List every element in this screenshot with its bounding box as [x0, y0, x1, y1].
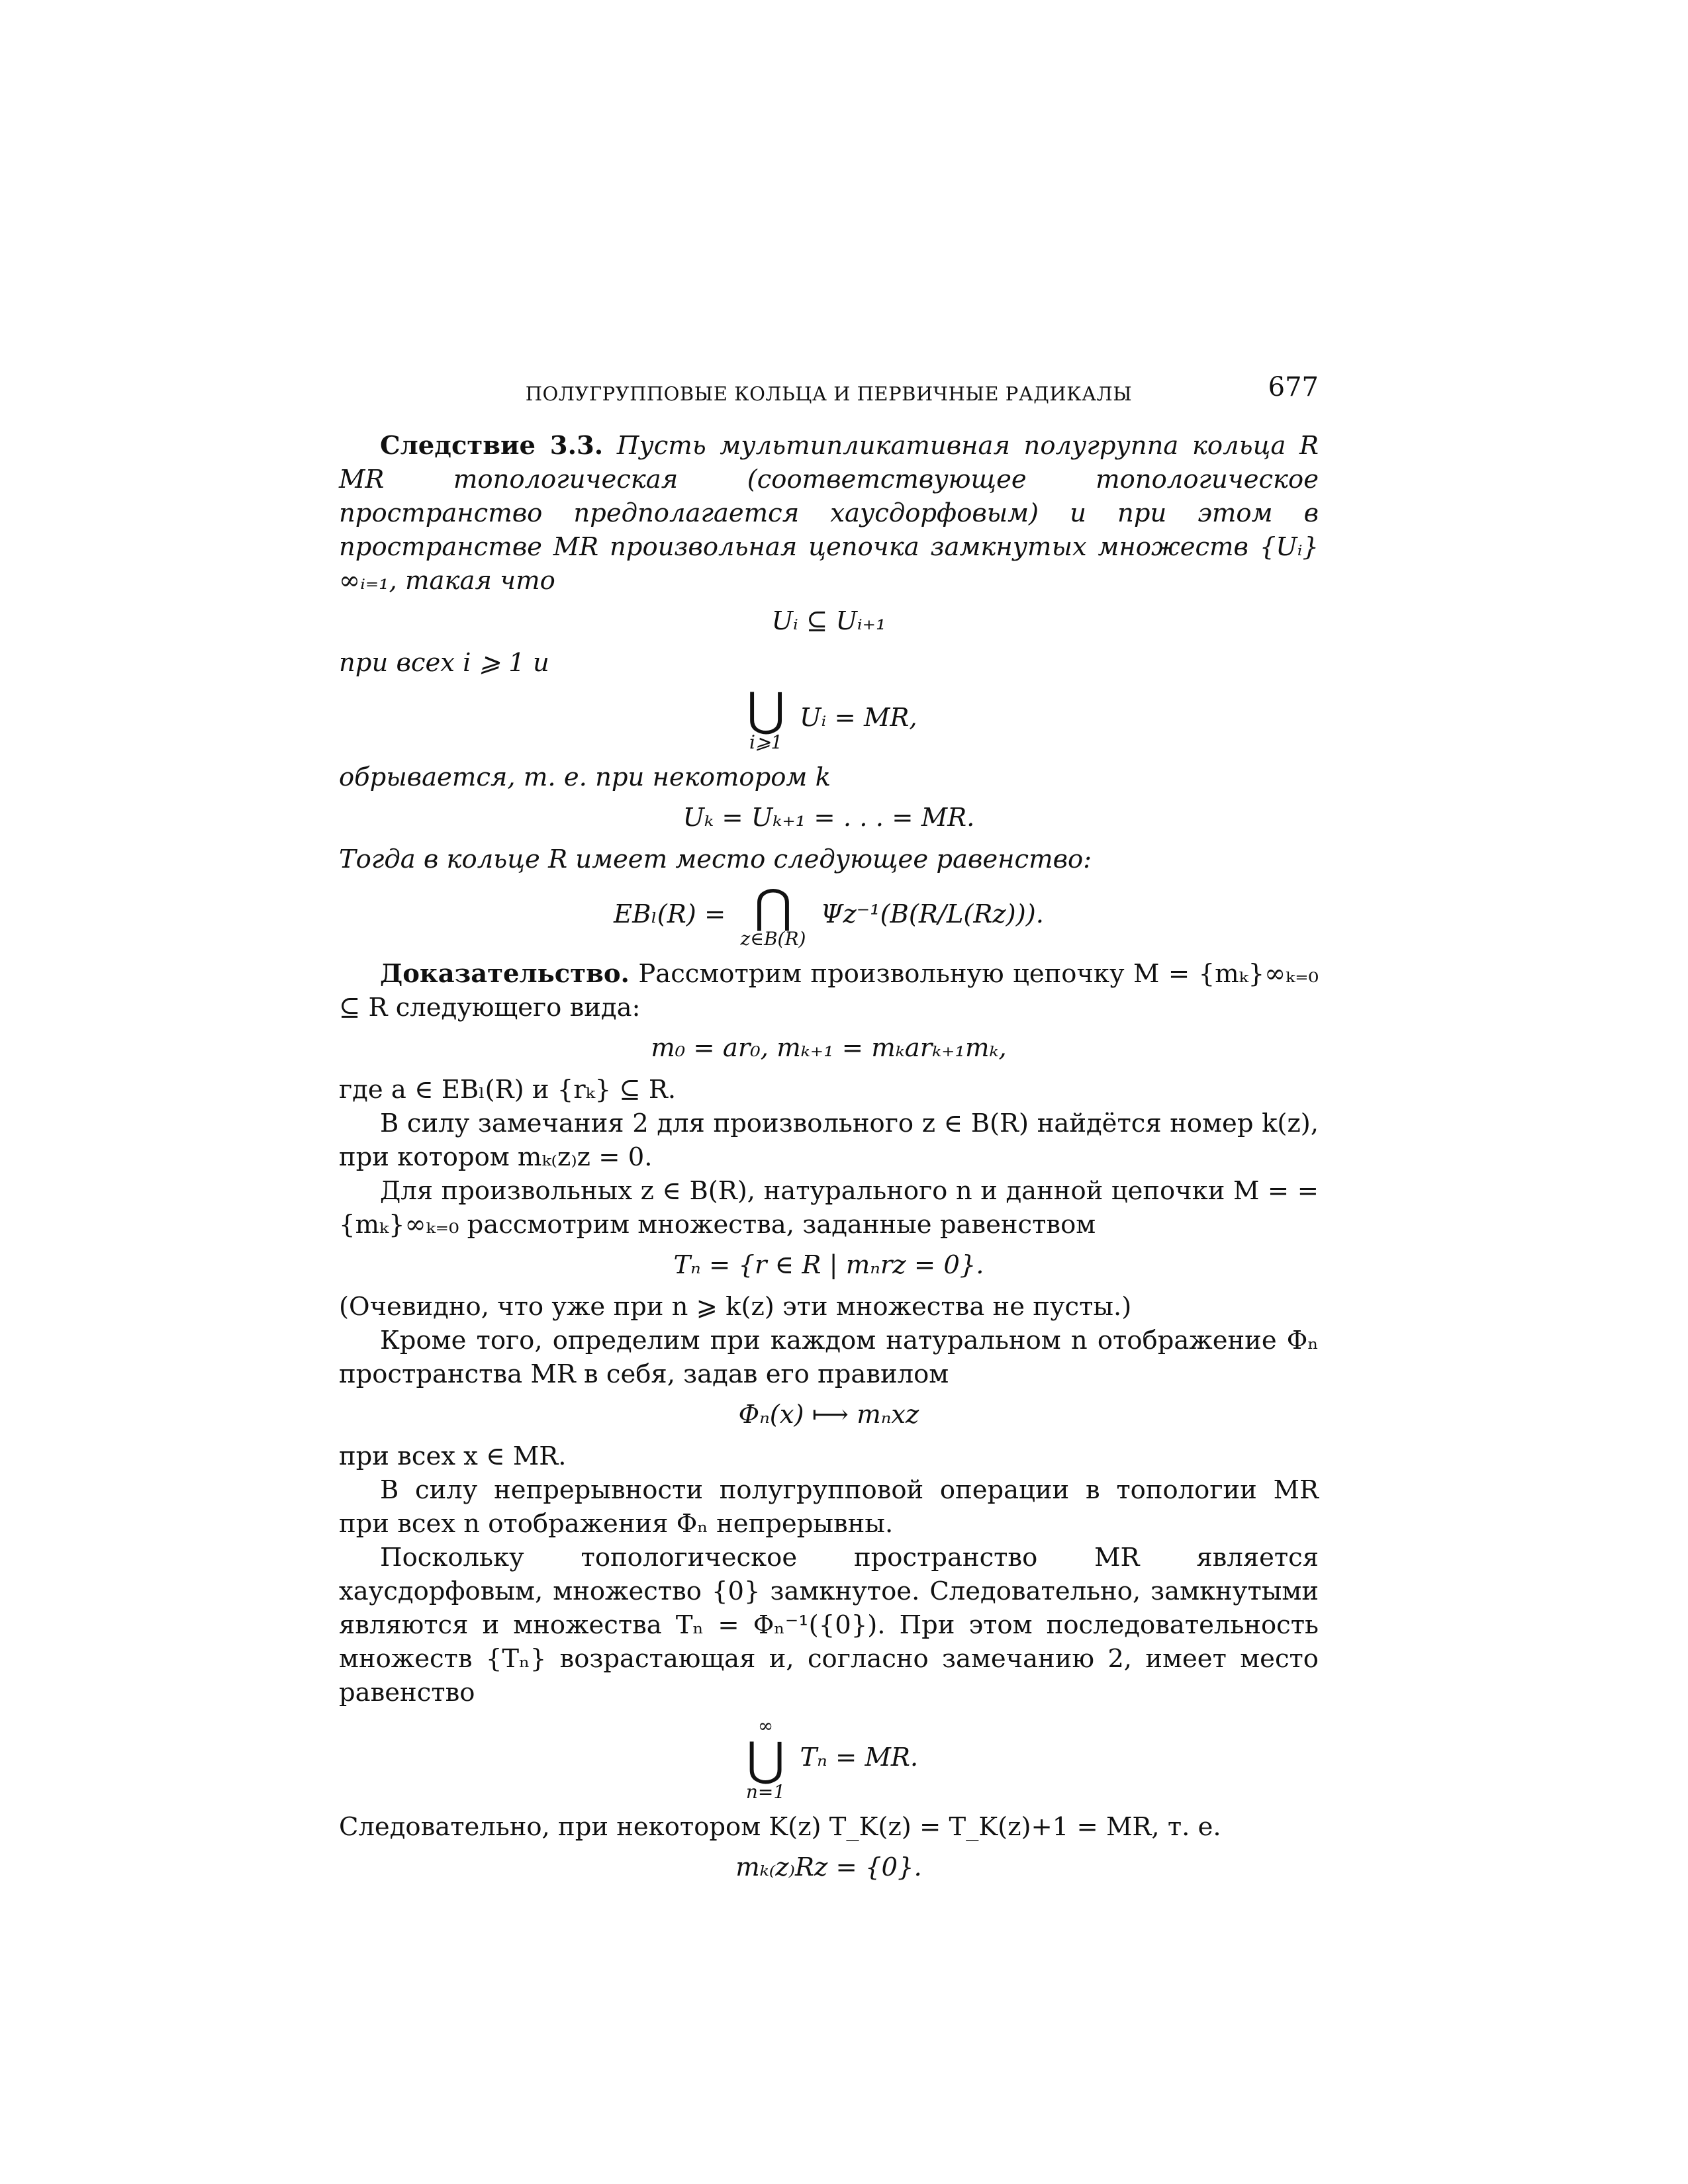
proof-paragraph-6: Кроме того, определим при каждом натуральном n отображение Φₙ пространства MR в себя, задав его правилом [339, 1326, 1319, 1389]
proof-paragraph-3: В силу замечания 2 для произвольного z ∈ B(R) найдётся номер k(z), при котором mₖ₍z₎z = 0. [339, 1109, 1319, 1172]
proof-paragraph-4: Для произвольных z ∈ B(R), натурального n и данной цепочки M = = {mₖ}∞ₖ₌₀ рассмотрим множества, заданные равенством [339, 1176, 1319, 1240]
proof-paragraph-10: Следовательно, при некотором K(z) T_K(z) = T_K(z)+1 = MR, т. е. [339, 1812, 1221, 1842]
corollary-text-2: при всех i ⩾ 1 и [339, 648, 549, 678]
proof-paragraph-7: при всех x ∈ MR. [339, 1441, 567, 1471]
formula-phi [339, 1398, 1319, 1432]
corollary-title: Следствие 3.3. [380, 431, 604, 461]
page-header [339, 371, 1319, 409]
formula-chain-inclusion [339, 604, 1319, 638]
proof-text-1: Рассмотрим произвольную цепочку M = {mₖ}∞ₖ₌₀ ⊆ R следующего вида: [339, 959, 1319, 1023]
union-tn-symbol: ⋃ [746, 1732, 785, 1786]
proof-paragraph-2: где a ∈ EBₗ(R) и {rₖ} ⊆ R. [339, 1075, 677, 1105]
intersection-symbol: ⋂ [754, 879, 792, 933]
formula-ebl [339, 879, 1319, 950]
union-tn-operator [746, 1716, 785, 1802]
union-tn-lower-limit: n=1 [745, 1781, 786, 1803]
formula-final [339, 1850, 1319, 1884]
formula-union-tn [339, 1716, 1319, 1802]
formula-inclusion-text: Uᵢ ⊆ Uᵢ₊₁ [771, 606, 886, 636]
union-limit: i⩾1 [749, 731, 783, 753]
final-text: mₖ₍z₎Rz = {0}. [735, 1852, 922, 1882]
running-title: ПОЛУГРУППОВЫЕ КОЛЬЦА И ПЕРВИЧНЫЕ РАДИКАЛЫ [525, 383, 1133, 405]
union-symbol: ⋃ [747, 682, 785, 737]
proof-paragraph-1 [339, 957, 1319, 1024]
page-number: 677 [1268, 372, 1319, 402]
ebl-right: Ψz⁻¹(B(R/L(Rz))). [820, 899, 1044, 929]
intersection-operator [740, 879, 806, 950]
corollary-text-4: Тогда в кольце R имеет место следующее равенство: [339, 844, 1092, 874]
formula-tn [339, 1248, 1319, 1282]
tn-text: Tₙ = {r ∈ R | mₙrz = 0}. [673, 1250, 984, 1280]
formula-union-u [339, 682, 1319, 753]
formula-chain [339, 1031, 1319, 1065]
ebl-left: EBₗ(R) = [613, 899, 726, 929]
corollary-paragraph [339, 429, 1319, 598]
formula-stabilization [339, 801, 1319, 835]
corollary-text-3: обрывается, т. е. при некотором k [339, 762, 831, 792]
proof-paragraph-5: (Очевидно, что уже при n ⩾ k(z) эти множества не пусты.) [339, 1292, 1132, 1322]
union-tn-body: Tₙ = MR. [800, 1743, 919, 1772]
phi-text: Φₙ(x) ⟼ mₙxz [738, 1400, 919, 1430]
intersection-limit: z∈B(R) [740, 928, 806, 950]
union-tn-upper-limit: ∞ [757, 1715, 774, 1737]
stabilization-text: Uₖ = Uₖ₊₁ = . . . = MR. [682, 803, 975, 833]
chain-text: m₀ = ar₀, mₖ₊₁ = mₖarₖ₊₁mₖ, [651, 1033, 1007, 1063]
proof-paragraph-8: В силу непрерывности полугрупповой операции в топологии MR при всех n отображения Φₙ непрерывны. [339, 1475, 1319, 1539]
corollary-text: Пусть мультипликативная полугруппа кольца R MR топологическая (соответствующее топологическое пространство предполагается хаусдорфовым) и при этом в пространстве MR произвольная цепочка замкнутых множеств {Uᵢ}∞ᵢ₌₁, такая что [339, 431, 1319, 596]
union-operator [747, 682, 785, 753]
union-body: Uᵢ = MR, [800, 703, 917, 733]
proof-paragraph-9: Поскольку топологическое пространство MR является хаусдорфовым, множество {0} замкнутое. Следовательно, замкнутыми являются и множества Tₙ = Φₙ⁻¹({0}). При этом последовательность множеств {Tₙ} возрастающая и, согласно замечанию 2, имеет место равенство [339, 1543, 1319, 1707]
proof-title: Доказательство. [380, 959, 630, 989]
paper-page [339, 371, 1319, 1892]
